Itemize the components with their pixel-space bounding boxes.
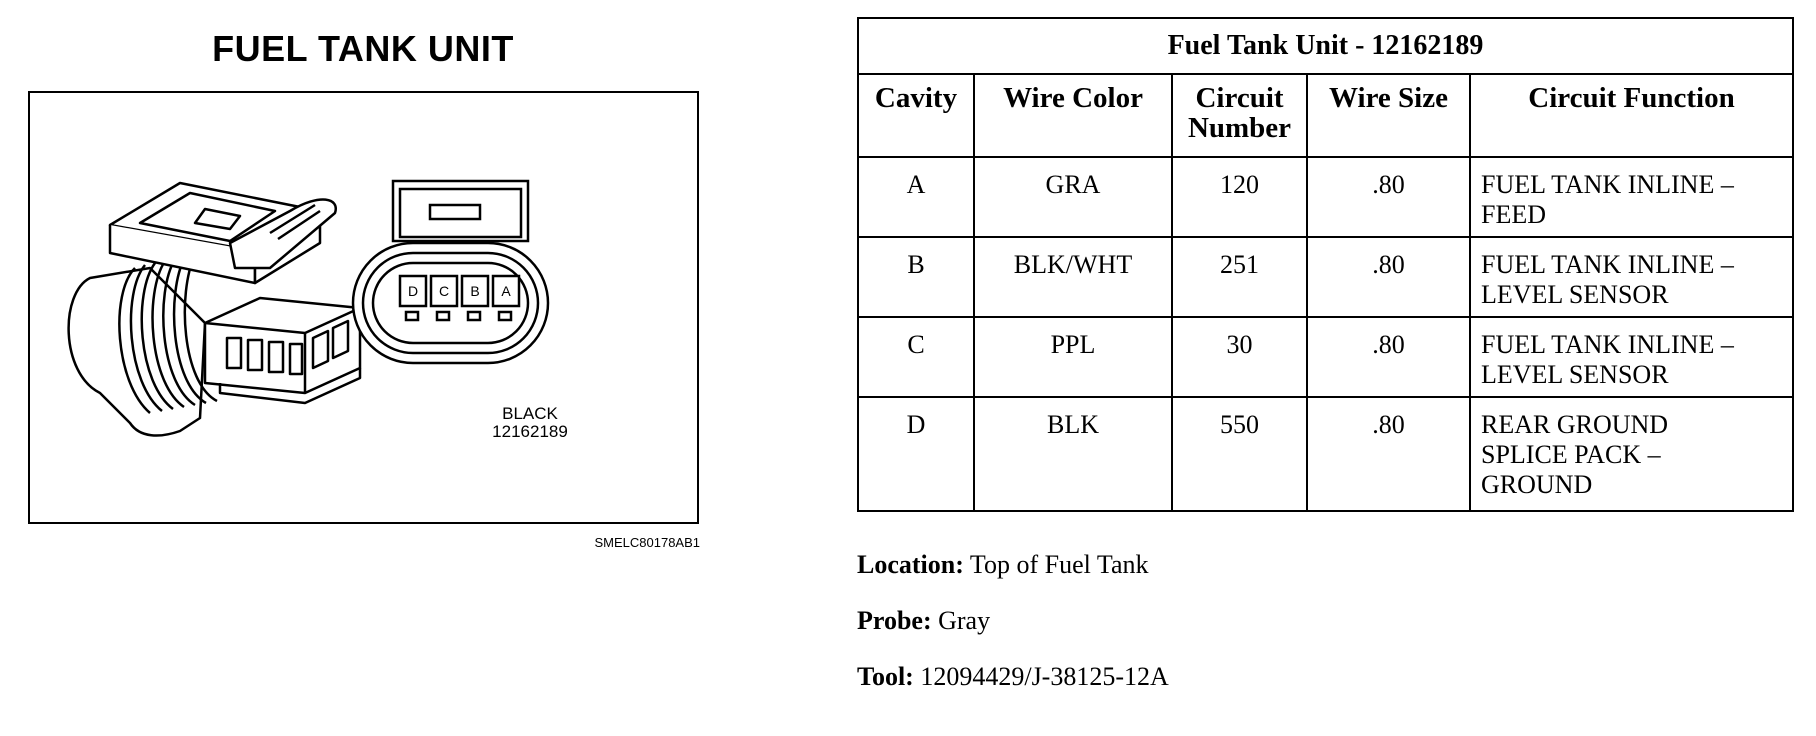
table-row [858, 157, 1793, 237]
cell-wire-color: GRA [974, 157, 1172, 237]
tool-label: Tool: [857, 662, 914, 691]
connector-caption [470, 405, 590, 441]
figure-title: FUEL TANK UNIT [212, 28, 514, 69]
header-circuit-function: Circuit Function [1470, 74, 1793, 157]
cell-circuit-function [1470, 317, 1793, 397]
header-circuit-number-line2: Number [1187, 112, 1292, 144]
header-circuit-number-line1: Circuit [1195, 82, 1284, 114]
probe-value: Gray [938, 606, 991, 635]
function-line: LEVEL SENSOR [1481, 360, 1669, 389]
function-line: FUEL TANK INLINE – [1481, 170, 1734, 199]
table-header-row [858, 74, 1793, 157]
connector-figure [28, 91, 699, 524]
cavity-label-c: C [438, 283, 450, 299]
cell-cavity: C [858, 317, 974, 397]
tool-line [857, 662, 1169, 692]
function-line: LEVEL SENSOR [1481, 280, 1669, 309]
connector-color: BLACK [502, 404, 558, 423]
table-row [858, 317, 1793, 397]
cell-wire-color: BLK/WHT [974, 237, 1172, 317]
function-line: FEED [1481, 200, 1546, 229]
figure-code: SMELC80178AB1 [594, 535, 700, 550]
location-value: Top of Fuel Tank [969, 550, 1149, 579]
table-row [858, 237, 1793, 317]
cell-wire-size: .80 [1307, 397, 1470, 511]
probe-label: Probe: [857, 606, 932, 635]
function-line: SPLICE PACK – [1481, 440, 1661, 469]
location-label: Location: [857, 550, 964, 579]
cell-circuit-number: 30 [1172, 317, 1307, 397]
table-caption: Fuel Tank Unit - 12162189 [858, 18, 1793, 74]
cell-cavity: B [858, 237, 974, 317]
function-line: GROUND [1481, 470, 1593, 499]
cell-circuit-function [1470, 237, 1793, 317]
cell-wire-size: .80 [1307, 317, 1470, 397]
header-cavity: Cavity [858, 74, 974, 157]
cavity-label-b: B [470, 283, 480, 299]
table-row [858, 397, 1793, 511]
cell-wire-size: .80 [1307, 157, 1470, 237]
header-circuit-number [1172, 74, 1307, 157]
pinout-table [857, 17, 1794, 512]
cavity-label-a: A [501, 283, 511, 299]
function-line: REAR GROUND [1481, 410, 1669, 439]
function-line: FUEL TANK INLINE – [1481, 330, 1734, 359]
location-line [857, 550, 1149, 580]
cell-circuit-number: 550 [1172, 397, 1307, 511]
header-wire-color: Wire Color [974, 74, 1172, 157]
cell-circuit-number: 120 [1172, 157, 1307, 237]
cell-circuit-number: 251 [1172, 237, 1307, 317]
function-line: FUEL TANK INLINE – [1481, 250, 1734, 279]
cell-circuit-function [1470, 157, 1793, 237]
cell-cavity: A [858, 157, 974, 237]
tool-value: 12094429/J-38125-12A [920, 662, 1169, 691]
cell-cavity: D [858, 397, 974, 511]
cell-wire-color: PPL [974, 317, 1172, 397]
connector-part-number: 12162189 [492, 422, 568, 441]
connector-illustration [30, 93, 701, 526]
cell-wire-size: .80 [1307, 237, 1470, 317]
cavity-label-d: D [407, 283, 419, 299]
cell-circuit-function [1470, 397, 1793, 511]
cell-wire-color: BLK [974, 397, 1172, 511]
probe-line [857, 606, 990, 636]
header-wire-size: Wire Size [1307, 74, 1470, 157]
